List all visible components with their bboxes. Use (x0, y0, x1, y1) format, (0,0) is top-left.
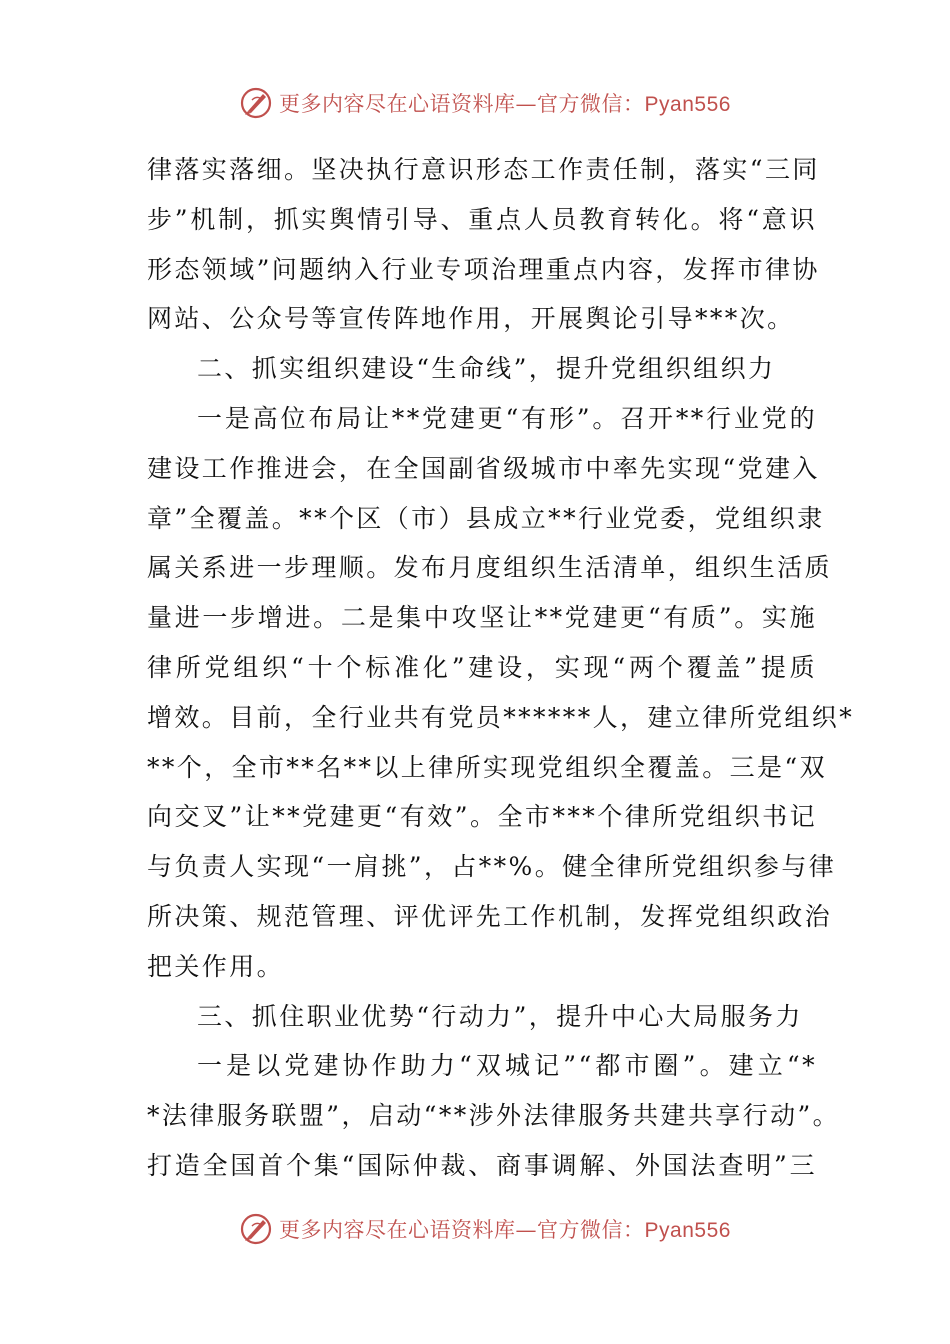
text-line: 律所党组织“十个标准化”建设，实现“两个覆盖”提质 (147, 652, 817, 682)
text-line: 量进一步增进。二是集中攻坚让**党建更“有质”。实施 (147, 603, 817, 633)
text-line: 把关作用。 (147, 951, 285, 981)
text-line: 一是以党建协作助力“双城记”“都市圈”。建立“* (197, 1051, 817, 1081)
text-line: 属关系进一步理顺。发布月度组织生活清单，组织生活质 (147, 553, 833, 583)
footer-banner (0, 1209, 950, 1249)
text-line: 增效。目前，全行业共有党员******人，建立律所党组织* (147, 702, 855, 732)
section-heading: 三、抓住职业优势“行动力”，提升中心大局服务力 (197, 1001, 803, 1031)
text-line: 章”全覆盖。**个区（市）县成立**行业党委，党组织隶 (147, 503, 825, 533)
text-line: 一是高位布局让**党建更“有形”。召开**行业党的 (197, 403, 817, 433)
text-line: 向交叉”让**党建更“有效”。全市***个律所党组织书记 (147, 802, 817, 832)
section-heading: 二、抓实组织建设“生命线”，提升党组织组织力 (197, 354, 776, 384)
text-line: 律落实落细。坚决执行意识形态工作责任制，落实“三同 (147, 155, 820, 184)
header-banner-content (239, 86, 731, 120)
text-line: 与负责人实现“一肩挑”，占**%。健全律所党组织参与律 (147, 852, 837, 882)
header-banner-text: 更多内容尽在心语资料库—官方微信：Pyan556 (279, 92, 731, 116)
text-line: 步”机制，抓实舆情引导、重点人员教育转化。将“意识 (147, 204, 817, 234)
pen-logo-icon (239, 86, 273, 120)
footer-banner-content (239, 1212, 731, 1246)
text-line: **个，全市**名**以上律所实现党组织全覆盖。三是“双 (147, 752, 827, 782)
document-body (147, 145, 855, 1191)
text-line: 建设工作推进会，在全国副省级城市中率先实现“党建入 (147, 453, 820, 483)
footer-banner-text: 更多内容尽在心语资料库—官方微信：Pyan556 (279, 1218, 731, 1242)
text-line: *法律服务联盟”，启动“**涉外法律服务共建共享行动”。 (147, 1101, 841, 1131)
text-line: 打造全国首个集“国际仲裁、商事调解、外国法查明”三 (147, 1150, 817, 1180)
header-banner (0, 83, 950, 123)
pen-logo-icon (239, 1212, 273, 1246)
text-line: 所决策、规范管理、评优评先工作机制，发挥党组织政治 (147, 901, 833, 931)
text-line: 形态领域”问题纳入行业专项治理重点内容，发挥市律协 (147, 254, 820, 284)
text-line: 网站、公众号等宣传阵地作用，开展舆论引导***次。 (147, 304, 795, 334)
